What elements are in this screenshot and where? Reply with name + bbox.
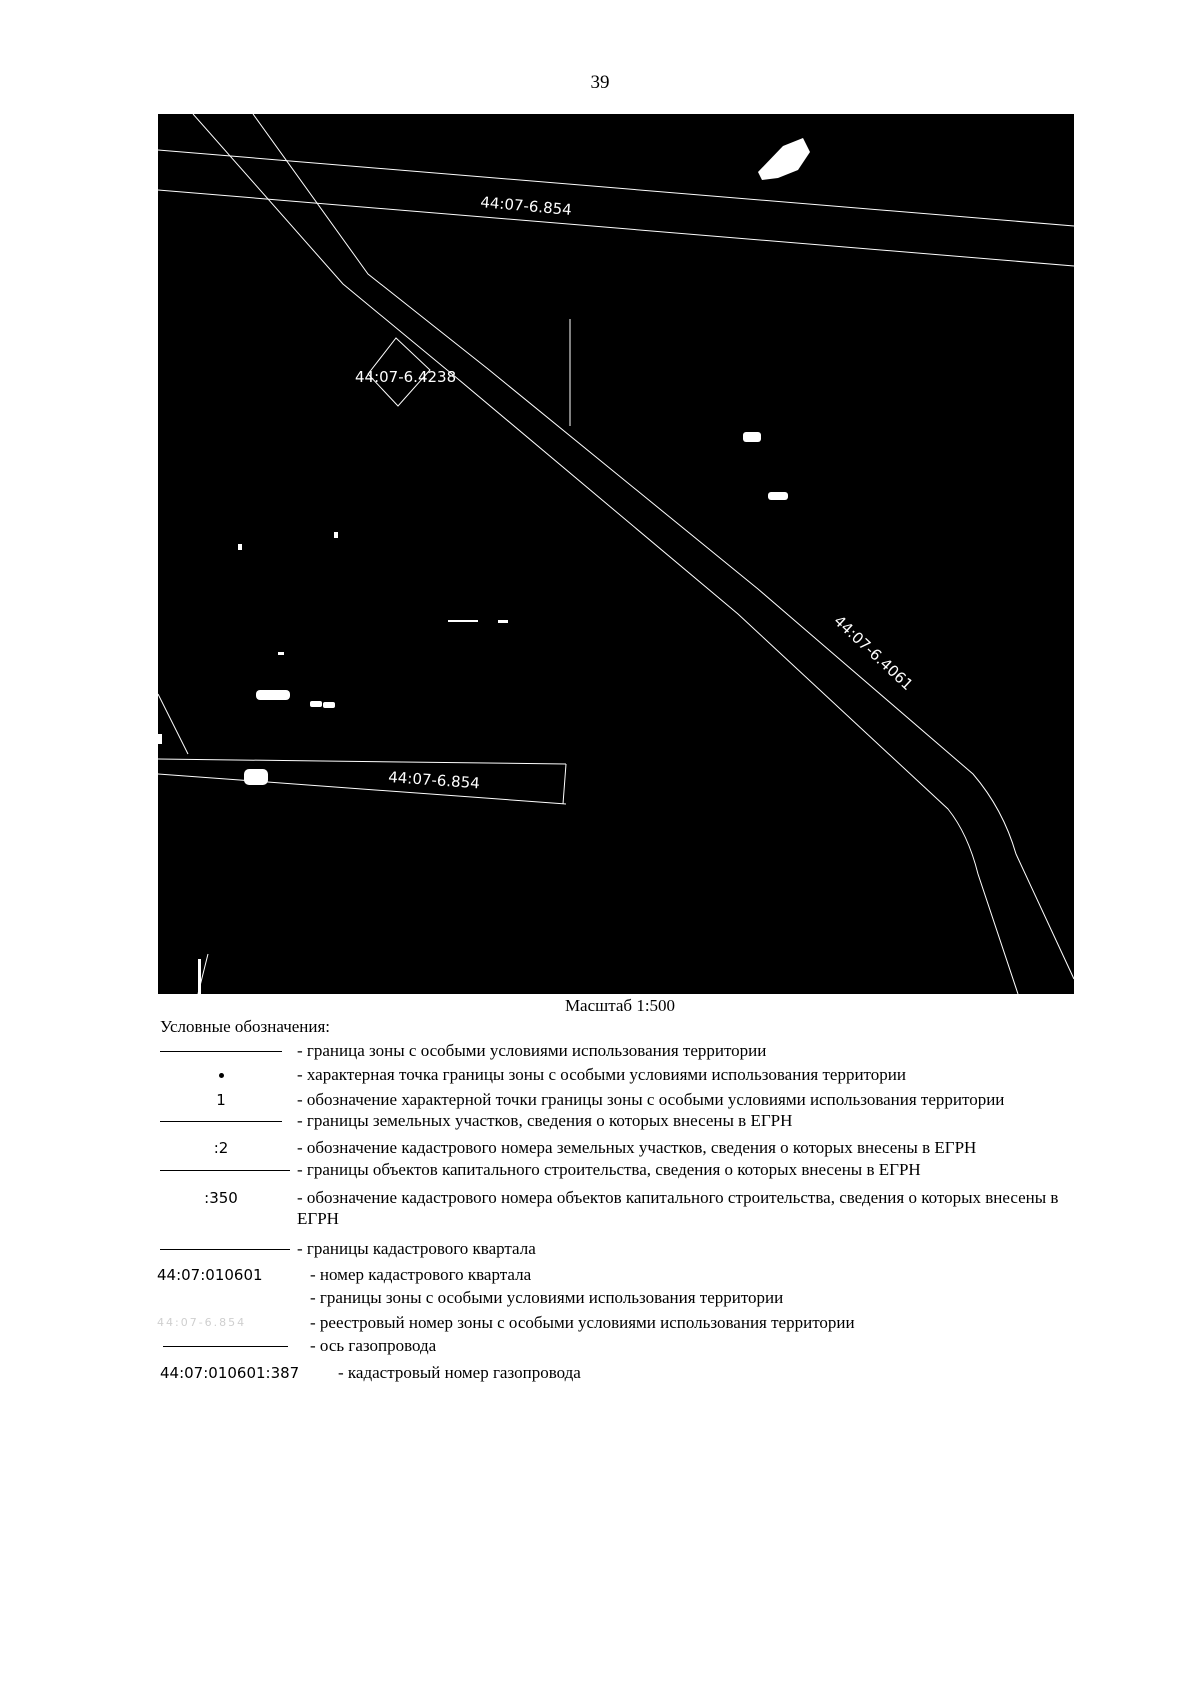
legend-symbol-dot [160, 1064, 282, 1086]
legend-item [160, 1110, 1090, 1132]
road-bottom-edge-upper [158, 759, 566, 764]
legend-symbol-line [160, 1159, 282, 1181]
legend-item [160, 1287, 1090, 1309]
bright-patch-5 [244, 769, 268, 785]
road-top-edge-upper [158, 150, 1074, 226]
zone-diagonal-edge-right [253, 114, 1074, 979]
zone-diagonal-edge-left [193, 114, 1018, 994]
legend-text: - номер кадастрового квартала [310, 1265, 532, 1284]
legend-text: - обозначение кадастрового номера объектов капитального строительства, сведения о которых внесены в ЕГРН [297, 1188, 1059, 1228]
legend-text: - граница зоны с особыми условиями использования территории [297, 1041, 767, 1060]
legend-title: Условные обозначения: [160, 1017, 331, 1036]
legend-text: - границы объектов капитального строительства, сведения о которых внесены в ЕГРН [297, 1160, 921, 1179]
map-label-zone-diagonal: 44:07-6.4061 [830, 611, 917, 694]
legend-text: - границы зоны с особыми условиями использования территории [310, 1288, 784, 1307]
legend-text: - обозначение кадастрового номера земельных участков, сведения о которых внесены в ЕГРН [297, 1138, 977, 1157]
legend-item [160, 1335, 1090, 1357]
legend-item [157, 1312, 1090, 1334]
bright-blob-top-right [758, 138, 810, 180]
legend-text: - границы кадастрового квартала [297, 1239, 536, 1258]
road-bottom-edge-lower [158, 774, 566, 804]
legend-symbol-faint: 44:07-6.854 [157, 1316, 247, 1329]
bright-patch-6 [323, 702, 335, 708]
legend-item [160, 1064, 1090, 1086]
legend-text: - ось газопровода [310, 1336, 437, 1355]
legend-item [160, 1137, 1090, 1159]
legend-symbol-line [160, 1238, 282, 1260]
legend-symbol-line [160, 1040, 282, 1062]
legend-item [160, 1159, 1090, 1181]
legend-symbol-text: :350 [204, 1189, 238, 1207]
bright-patch-2 [768, 492, 788, 500]
legend-symbol-text: 44:07:010601 [157, 1266, 263, 1284]
road-top-edge-lower [158, 190, 1074, 266]
bright-patch-3 [256, 690, 290, 700]
bright-patch-1 [743, 432, 761, 442]
legend-item [157, 1264, 1090, 1286]
map-label-parcel-square: 44:07-6.4238 [355, 368, 457, 386]
legend-item [160, 1187, 1090, 1228]
legend-symbol-none [157, 1287, 282, 1309]
legend-text: - границы земельных участков, сведения о которых внесены в ЕГРН [297, 1111, 793, 1130]
legend-item [160, 1362, 1090, 1384]
legend-text: - обозначение характерной точки границы зоны с особыми условиями использования территории [297, 1090, 1005, 1109]
legend-text: - характерная точка границы зоны с особыми условиями использования территории [297, 1065, 906, 1084]
legend-symbol-text: 1 [216, 1091, 226, 1109]
legend-item [160, 1238, 1090, 1260]
bright-patch-4 [310, 701, 322, 707]
map-label-road-top: 44:07-6.854 [479, 193, 573, 219]
legend-item [160, 1040, 1090, 1062]
page-number: 39 [590, 72, 610, 93]
map-label-road-bottom: 44:07-6.854 [387, 768, 481, 793]
legend-item [160, 1089, 1090, 1111]
legend-symbol-line [163, 1335, 288, 1357]
legend-symbol-text: :2 [213, 1139, 229, 1157]
cadastral-map [158, 114, 1074, 994]
map-scale: Масштаб 1:500 [564, 996, 676, 1015]
legend-symbol-line [160, 1110, 282, 1132]
legend-text: - реестровый номер зоны с особыми условиями использования территории [310, 1313, 855, 1332]
legend-symbol-text: 44:07:010601:387 [160, 1364, 300, 1382]
road-bottom-edge-end [563, 764, 566, 804]
legend-text: - кадастровый номер газопровода [338, 1363, 581, 1382]
